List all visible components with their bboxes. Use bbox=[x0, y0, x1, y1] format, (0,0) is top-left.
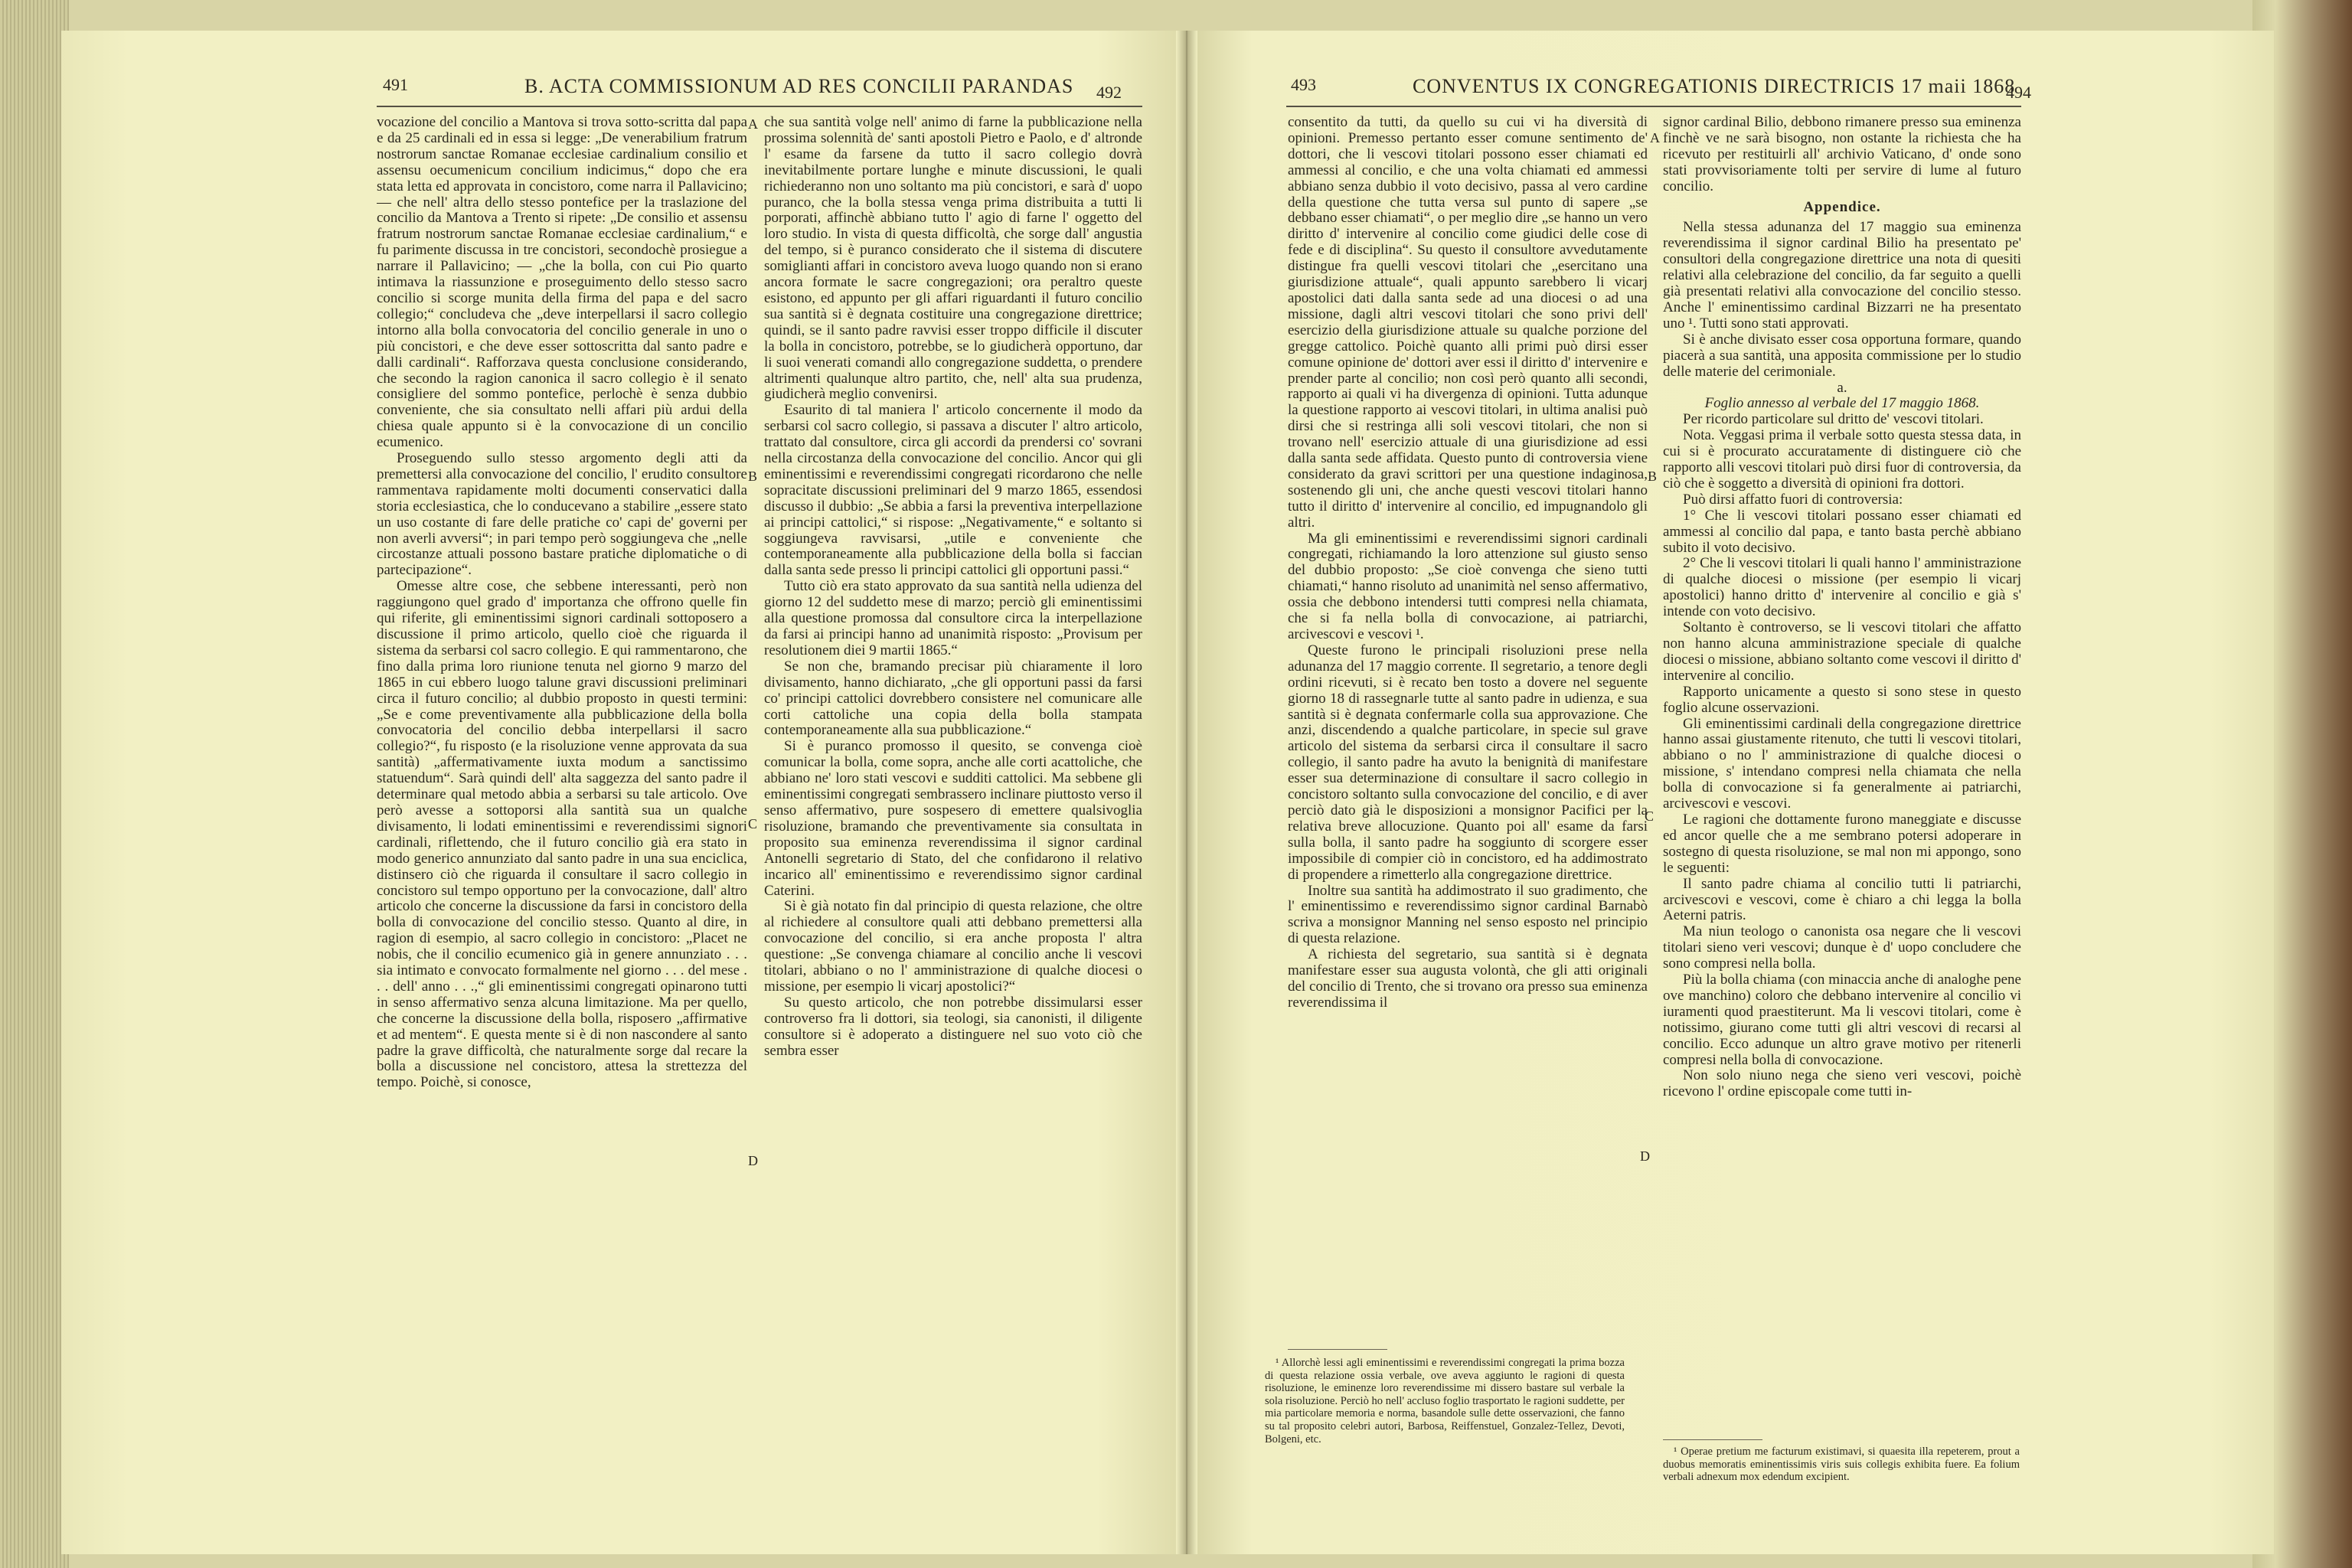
page-number-491: 491 bbox=[383, 75, 408, 94]
left-header bbox=[375, 44, 1141, 102]
paragraph: Queste furono le principali risoluzioni prese nella adunanza del 17 maggio corrente. Il segretario, a tenore degli ordini ricevuti, si è recato ben tosto a dovere nel seguente giorno 18 di rassegnarle tutte al santo padre in udienza, e sua santità si è degnata confermarle colla sua approvazione. Che anzi, discendendo a qualche particolare, in specie sul grave articolo del sistema da serbarsi circa il consultare il sacro collegio, il santo padre ha avuto la benignità di manifestare esser sua determinazione di consultare il sacro collegio in concistoro soltanto sulla convocazione del concilio, e di aver perciò dato già le disposizioni a monsignor Pacifici per la relativa breve allocuzione. Quanto poi all' esame da farsi sulla bolla, il santo padre ha soggiunto di scorgere esser impossibile di compier ciò in concistoro, ed ha addimostrato di propendere a rimetterlo alla congregazione direttrice. bbox=[1288, 642, 1648, 883]
column-3 bbox=[1288, 115, 1648, 1340]
margin-mark-b: B bbox=[748, 469, 758, 484]
running-title-left: B. ACTA COMMISSIONUM AD RES CONCILII PARANDAS bbox=[524, 75, 1074, 97]
paragraph: Si è anche divisato esser cosa opportuna formare, quando piacerà a sua santità, una apposita commissione per lo studio delle materie del cerimoniale. bbox=[1663, 331, 2021, 380]
paragraph: Il santo padre chiama al concilio tutti li patriarchi, arcivescovi e vescovi, come è chiaro a chi legga la bolla Aeterni patris. bbox=[1663, 875, 2021, 924]
footnote-text: ¹ Allorchè lessi agli eminentissimi e reverendissimi congregati la prima bozza di questa relazione ossia verbale, ove aveva aggiunto le ragioni di questa risoluzione, le eminenze loro reverendissime mi dissero bastare sul verbale la sola risoluzione. Perciò ho nell' accluso foglio trasportato le ragioni suddette, per mia particolare memoria e norma, basandole sulle dette osservazioni, che fanno su tal proposito celebri autori, Barbosa, Reiffenstuel, Gonzalez-Tellez, Devoti, Bolgeni, etc. bbox=[1265, 1357, 1625, 1446]
paragraph: Ma niun teologo o canonista osa negare che li vescovi titolari sieno veri vescovi; dunque è d' uopo concludere che sono compresi nella bolla. bbox=[1663, 923, 2021, 972]
appendix-heading: Appendice. bbox=[1803, 198, 1881, 215]
paragraph: Esaurito di tal maniera l' articolo concernente il modo da serbarsi col sacro collegio, si passava a discuter l' altro articolo, trattato dal consultore, circa gli accordi da prendersi co' sovrani nella circostanza della convocazione del concilio. Ancor qui gli eminentissimi e reverendissimi congregati ricordarono che nelle sopracitate discussioni preliminari del 9 marzo 1865, essendosi discusso il dubbio: „Se abbia a farsi la preventiva interpellazione ai principi cattolici,“ si rispose: „Negativamente,“ e soltanto si soggiungeva ravvisarsi, „utile e conveniente che contemporaneamente alla pubblicazione della bolla si faccian dalla santa sede presso li principi cattolici gli opportuni passi.“ bbox=[764, 402, 1142, 579]
footnote-1-left bbox=[1265, 1357, 1625, 1446]
paragraph: vocazione del concilio a Mantova si trova sotto-scritta dal papa e da 25 cardinali ed in essa si legge: „De venerabilium fratrum nostrorum sanctae Romanae ecclesiae cardinalium consilio et assensu oecumenicum concilium indicimus,“ dopo che era stata letta ed approvata in concistoro, come narra il Pallavicino; — che nell' altra dello stesso pontefice per la traslazione del concilio da Mantova a Trento si ripete: „De consilio et assensu fratrum nostrorum sanctae Romanae ecclesiae cardinalium,“ e fu parimente discussa in tre concistori, secondochè prosiegue a narrare il Pallavicino; — „che la bolla, con cui Pio quarto intimava la riassunzione e proseguimento dello stesso sacro concilio si scorge munita della firma del papa e del sacro collegio;“ concludeva che „deve interpellarsi il sacro collegio intorno alla bolla convocatoria del concilio generale in uno o più concistori, e che deve esser sottoscritta dal santo padre e dalli cardinali“. Rafforzava questa conclusione considerando, che secondo la ragion canonica il sacro collegio è il senato consigliere del sommo pontefice, perlochè è senza dubbio conveniente, che sia consultato nelli affari più ardui della chiesa quale appunto si è la convocazione di un concilio ecumenico. bbox=[377, 115, 747, 451]
paragraph: Nota. Veggasi prima il verbale sotto questa stessa data, in cui si è procurato accuratamente di distinguere ciò che rapporto alli vescovi titolari può dirsi fuor di controversia, da ciò che è soggetto a diversità di opinioni fra dottori. bbox=[1663, 427, 2021, 492]
paragraph: Su questo articolo, che non potrebbe dissimularsi esser controverso fra li dottori, sia teologi, sia canonisti, il diligente consultore si è adoperato a distinguere nel suo voto ciò che sembra esser bbox=[764, 994, 1142, 1059]
paragraph: Per ricordo particolare sul dritto de' vescovi titolari. bbox=[1683, 411, 1984, 428]
margin-mark-d: D bbox=[1640, 1148, 1650, 1164]
page-number-494: 494 bbox=[2006, 83, 2031, 102]
subsection-letter: a. bbox=[1837, 379, 1847, 396]
margin-mark-a: A bbox=[748, 116, 758, 132]
page-number-492: 492 bbox=[1096, 83, 1122, 102]
foglio-title: Foglio annesso al verbale del 17 maggio 1868. bbox=[1704, 395, 1980, 412]
page-edges-left bbox=[0, 0, 69, 1568]
column-1 bbox=[377, 115, 747, 1508]
header-rule-right bbox=[1286, 106, 2021, 107]
paragraph: consentito da tutti, da quello su cui vi ha diversità di opinioni. Premesso pertanto esser comune sentimento de' dottori, che li vescovi titolari possono esser chiamati ed ammessi al concilio, e che una volta chiamati ed ammessi abbiano senza dubbio il voto decisivo, passa al vero cardine della questione che tutta versa sul punto di sapere „se debbano esser chiamati“, o per meglio dire „se hanno un vero diritto d' intervenire al concilio come giudici delle cose di fede e di disciplina“. Su questo il consultore avvedutamente distingue fra quelli vescovi titolari che „esercitano una giurisdizione attuale“, quali appunto sarebbero li vicarj apostolici dati dalla santa sede ad una diocesi o ad una missione, dagli altri vescovi titolari che sono privi dell' esercizio della giurisdizione attuale su qualche porzione del gregge cattolico. Poichè quanto alli primi può dirsi esser comune opinione de' dottori aver essi il diritto d' intervenire e prender parte al concilio; non così però quanto alli secondi, rapporto ai quali vi ha divergenza di opinioni. Tutta adunque la questione rapporto ai vescovi titolari, in ultima analisi può dirsi che si restringa alli soli vescovi titolari, che non si trovano nell' esercizio attuale di una giurisdizione ad essi dalla santa sede affidata. Questo punto di controversia viene considerato da gravi scrittori per una questione indaginosa, sostenendo gli uni, che anche questi vescovi titolari hanno tutto il diritto d' intervenire al concilio, ed impugnandolo gli altri. bbox=[1288, 115, 1648, 531]
paragraph: Può dirsi affatto fuori di controversia: bbox=[1683, 491, 1903, 508]
paragraph: Nella stessa adunanza del 17 maggio sua eminenza reverendissima il signor cardinal Bilio ha presentato pe' consultori della congregazione direttrice una nota di quesiti relativi alla celebrazione del concilio, da far seguito a quelli già presentati relativi alla convocazione del concilio stesso. Anche l' eminentissimo cardinal Bizzarri ne ha presentato uno ¹. Tutti sono stati approvati. bbox=[1663, 219, 2021, 332]
margin-mark-a: A bbox=[1650, 130, 1660, 145]
paragraph: 2° Che li vescovi titolari li quali hanno l' amministrazione di qualche diocesi o missione (per esempio li vicarj apostolici) hanno dritto d' intervenire al concilio e già s' intende con voto decisivo. bbox=[1663, 555, 2021, 620]
column-2 bbox=[764, 115, 1142, 1508]
column-4 bbox=[1663, 115, 2021, 1447]
paragraph: Se non che, bramando precisar più chiaramente il loro divisamento, hanno dichiarato, „che gli opportuni passi da farsi co' principi cattolici dovrebbero consistere nel comunicare alle corti cattoliche una copia della bolla stampata contemporaneamente alla sua pubblicazione.“ bbox=[764, 658, 1142, 739]
header-rule-left bbox=[377, 106, 1142, 107]
paragraph: Ma gli eminentissimi e reverendissimi signori cardinali congregati, richiamando la loro attenzione sul giusto senso del dubbio proposto: „Se cioè convenga che sieno tutti chiamati,“ hanno risoluto ad unanimità nel senso affermativo, ossia che debbono intendersi tutti compresi nella chiamata, che si fa nella bolla di convocazione, ai patriarchi, arcivescovi e vescovi ¹. bbox=[1288, 530, 1648, 642]
margin-mark-d: D bbox=[748, 1153, 758, 1168]
paragraph: Inoltre sua santità ha addimostrato il suo gradimento, che l' eminentissimo e reverendissimo signor cardinal Barnabò scriva a monsignor Manning nel senso esposto nel principio di questa relazione. bbox=[1288, 882, 1648, 947]
right-header bbox=[1286, 44, 2031, 102]
paragraph: Non solo niuno nega che sieno veri vescovi, poichè ricevono l' ordine episcopale come tutti in- bbox=[1663, 1067, 2021, 1100]
paragraph: che sua santità volge nell' animo di farne la pubblicazione nella prossima solennità de' santi apostoli Pietro e Paolo, e d' altronde l' esame da farsene da tutto il sacro collegio dovrà inevitabilmente portare lunghe e minute discussioni, le quali richiederanno non uno soltanto ma più concistori, e sarà d' uopo puranco, che la bolla stessa venga prima distribuita a tutti li porporati, affinchè abbiano tutto l' agio di farne l' oggetto del loro studio. In vista di questa difficoltà, che sorge dall' angustia del tempo, si è puranco considerato che il sistema di discutere somiglianti affari in concistoro aveva luogo quando non si erano ancora formate le sacre congregazioni; ora peraltro queste esistono, ed appunto per gli affari riguardanti il futuro concilio sua santità si è degnata costituire una congregazione direttrice; quindi, se il santo padre ravvisi esser troppo difficile il discuter la bolla in concistoro, potrebbe, se lo giudicherà opportuno, dar li suoi venerati comandi allo congregazione suddetta, o prendere altrimenti qualunque altro partito, che, nell' alta sua prudenza, giudicherà meglio convenirsi. bbox=[764, 115, 1142, 403]
paragraph: Si è puranco promosso il quesito, se convenga cioè comunicar la bolla, come sopra, anche alle corti acattoliche, che abbiano ne' loro stati vescovi e sudditi cattolici. Ma sebbene gli eminentissimi congregati sembrassero inclinare piuttosto verso il senso affermativo, pure sospesero di emettere qualsivoglia risoluzione, bramando che preventivamente sia consultata in proposito sua eminenza reverendissima il signor cardinal Antonelli segretario di Stato, del che confidarono il relativo incarico all' eminentissimo e reverendissimo signor cardinal Caterini. bbox=[764, 738, 1142, 899]
paragraph: Le ragioni che dottamente furono maneggiate e discusse ed ancor quelle che a me sembrano potersi adoperare in sostegno di questa risoluzione, se mal non mi appongo, sono le seguenti: bbox=[1663, 811, 2021, 876]
paragraph: Tutto ciò era stato approvato da sua santità nella udienza del giorno 12 del suddetto mese di marzo; perciò gli eminentissimi alla questione promossa dal consultore circa la interpellazione da farsi ai principi hanno ad unanimità risposto: „Provisum per resolutionem diei 9 martii 1865.“ bbox=[764, 578, 1142, 658]
margin-mark-c: C bbox=[748, 816, 758, 831]
paragraph: A richiesta del segretario, sua santità si è degnata manifestare esser sua augusta volontà, che gli atti originali del concilio di Trento, che si trovano ora presso sua eminenza reverendissima il bbox=[1288, 946, 1648, 1011]
paragraph: 1° Che li vescovi titolari possano esser chiamati ed ammessi al concilio dal papa, e tanto basta perchè abbiano subito il voto decisivo. bbox=[1663, 507, 2021, 556]
paragraph: Più la bolla chiama (con minaccia anche di analoghe pene ove manchino) coloro che debbano intervenire al concilio vi iuramenti quod praestiterunt. Ma li vescovi titolari, come è notissimo, giurano come tutti gli altri vescovi di recarsi al concilio. Ecco adunque un altro grave motivo per ritenerli compresi nella bolla di convocazione. bbox=[1663, 972, 2021, 1068]
book-gutter bbox=[1176, 31, 1197, 1554]
footnote-1-right bbox=[1663, 1446, 2020, 1484]
margin-mark-b: B bbox=[1648, 469, 1658, 484]
paragraph: signor cardinal Bilio, debbono rimanere presso sua eminenza finchè ve ne sarà bisogno, non ostante la richiesta che ha ricevuto per restituirli all' archivio Vaticano, d' onde sono stati provvisoriamente tolti per servire di lume al futuro concilio. bbox=[1663, 115, 2021, 194]
paragraph: Omesse altre cose, che sebbene interessanti, però non raggiungono quel grado d' importanza che offrono quelle fin qui riferite, gli eminentissimi signori cardinali sottoposero a discussione il primo articolo, quello cioè che riguarda il sistema da serbarsi col sacro collegio. E qui rammentarono, che fino dalla prima loro riunione tenuta nel giorno 9 marzo del 1865 in cui ebbero luogo talune gravi discussioni preliminari circa il futuro concilio; al dubbio proposto in questi termini: „Se e come preventivamente alla pubblicazione della bolla convocatoria del concilio debba interpellarsi il sacro collegio?“, fu risposto (e la risoluzione venne approvata da sua santità) „affermativamente iuxta modum a sanctissimo statuendum“. Sarà quindi dell' alta saggezza del santo padre il determinare qual metodo abbia a serbarsi su tale articolo. Ove però avesse a sottoporsi alla santità sua un qualche divisamento, li lodati eminentissimi e reverendissimi signori cardinali, riflettendo, che il futuro concilio già era stato in modo generico annunziato dal santo padre in una sua enciclica, distinsero ciò che riguarda il consultare il sacro collegio in concistoro sul tempo opportuno per la convocazione, dall' altro articolo che concerne la discussione da farsi in concistoro della bolla di convocazione del concilio stesso. Quanto al dire, in ragion di esempio, al sacro collegio in concistoro: „Placet ne nobis, che il concilio ecumenico già in genere annunziato . . . sia intimato e convocato formalmente nel giorno . . . del mese . . . dell' anno . . .,“ gli eminentissimi congregati opinarono tutti in senso affermativo senza alcuna limitazione. Ma per quello, che concerne la discussione della bolla, risposero „affirmative et ad mentem“. E questa mente si è di non nascondere al santo padre la grave difficoltà, che naturalmente sorge dal recare la bolla a discussione nel concistoro, attesa la strettezza del tempo. Poichè, si conosce, bbox=[377, 578, 747, 1091]
paragraph: Proseguendo sullo stesso argomento degli atti da premettersi alla convocazione del concilio, l' erudito consultore rammentava rapidamente molti documenti conservatici dalla storia ecclesiastica, che lo conducevano a stabilire „essere stato un uso costante di fare delle pratiche co' capi de' governi per non averli avversi“; in pari tempo però soggiungeva che „nelle circostanze attuali possono bastare pratiche diplomatiche o di partecipazione“. bbox=[377, 450, 747, 579]
footnote-rule bbox=[1663, 1439, 1762, 1440]
running-title-right: CONVENTUS IX CONGREGATIONIS DIRECTRICIS 17 maii 1868 bbox=[1413, 75, 2016, 97]
paragraph: Soltanto è controverso, se li vescovi titolari che affatto non hanno alcuna amministrazione speciale di qualche diocesi o missione, abbiano soltanto come vescovi il diritto d' intervenire al concilio. bbox=[1663, 619, 2021, 684]
paragraph: Rapporto unicamente a questo si sono stese in questo foglio alcune osservazioni. bbox=[1663, 683, 2021, 716]
footnote-text: ¹ Operae pretium me facturum existimavi, si quaesita illa repeterem, prout a duobus memoratis eminentissimis viris suis collegis exhibita fuere. Ea folium verbali adnexum mox edendum excipient. bbox=[1663, 1446, 2020, 1484]
paragraph: Gli eminentissimi cardinali della congregazione direttrice hanno assai giustamente ritenuto, che tutti li vescovi titolari, abbiano o no l' amministrazione di qualche diocesi o missione, s' intendano compresi nella chiamata che nella bolla di convocazione si fa generalmente ai patriarchi, arcivescovi e vescovi. bbox=[1663, 715, 2021, 812]
paragraph: Si è già notato fin dal principio di questa relazione, che oltre al richiedere al consultore quali atti debbano premettersi alla convocazione del concilio, si era anche proposta l' altra questione: „Se convenga chiamare al concilio anche li vescovi titolari, abbiano o no l' amministrazione di qualche diocesi o missione, per esempio li vicarj apostolici?“ bbox=[764, 898, 1142, 995]
page-number-493: 493 bbox=[1291, 75, 1316, 94]
margin-mark-c: C bbox=[1645, 808, 1655, 824]
footnote-rule bbox=[1288, 1349, 1387, 1350]
